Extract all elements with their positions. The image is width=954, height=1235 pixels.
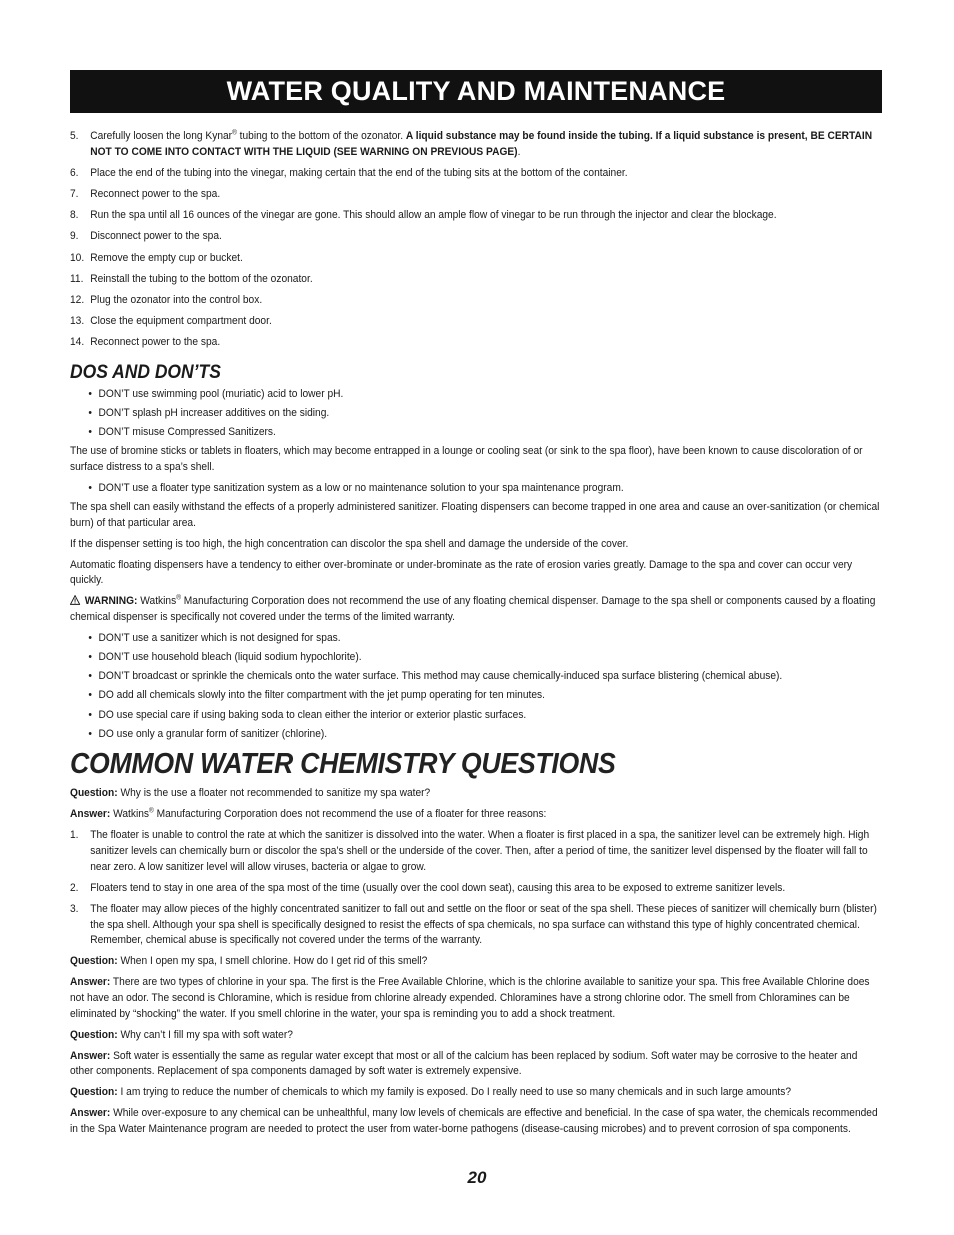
bullet-text: DO use only a granular form of sanitizer (chlorine). bbox=[98, 727, 328, 740]
answer bbox=[70, 1049, 882, 1080]
bullet-dot: • bbox=[88, 708, 92, 721]
reason-text: Floaters tend to stay in one area of the spa most of the time (usually over the cool down seat), causing this area to be exposed to extreme sanitizer levels. bbox=[90, 881, 786, 894]
step-item bbox=[70, 314, 882, 330]
reasons-list bbox=[70, 828, 882, 948]
step-number: 7. bbox=[70, 187, 79, 200]
registered-mark: ® bbox=[149, 807, 154, 815]
answer bbox=[70, 807, 882, 823]
warning-paragraph bbox=[70, 594, 882, 625]
step-text-part: . bbox=[517, 145, 521, 158]
step-text: Reconnect power to the spa. bbox=[90, 187, 221, 200]
step-text: Remove the empty cup or bucket. bbox=[90, 251, 243, 264]
step-number: 9. bbox=[70, 230, 79, 243]
reason-text: The floater is unable to control the rate at which the sanitizer is dissolved into the water. When a floater is first placed in a spa, the sanitizer level can be extremely high. High sanitizer levels can chemically burn or discolor the spa’s shell or the underside of the cover. Then, after a period of time, the sanitizer level dispensed by the floater will fall to near zero. A low sanitizer level will allow viruses, bacteria or algae to grow. bbox=[90, 829, 870, 873]
answer-text: Soft water is essentially the same as regular water except that most or all of the calcium has been replaced by sodium. Soft water may be corrosive to the heater and other components. Replacement of spa components damaged by soft water is extremely expensive. bbox=[70, 1049, 858, 1078]
paragraph: The spa shell can easily withstand the effects of a properly administered sanitizer. Floating dispensers can become trapped in one area and cause an over-sanitization (or chemical burn) of that particular area. bbox=[70, 501, 880, 529]
step-warning-bold: A liquid substance may be found inside the tubing. If a liquid substance is present, BE CERTAIN NOT TO COME INTO CONTACT WITH THE LIQUID (SEE WARNING ON PREVIOUS PAGE) bbox=[90, 130, 873, 158]
step-text: Run the spa until all 16 ounces of the vinegar are gone. This should allow an ample flow of vinegar to be run through the injector and clear the blockage. bbox=[90, 209, 777, 222]
step-text: Reinstall the tubing to the bottom of the ozonator. bbox=[90, 272, 313, 285]
bullet-dot: • bbox=[88, 727, 92, 740]
warning-text: Manufacturing Corporation does not recommend the use of any floating chemical dispenser. Damage to the spa shell or components caused by a floating chemical dispenser is specifically not covered under the terms of the limited warranty. bbox=[70, 595, 876, 623]
answer-text: Manufacturing Corporation does not recommend the use of a floater for three reasons: bbox=[153, 808, 547, 821]
question-text: I am trying to reduce the number of chemicals to which my family is exposed. Do I really need to use so many chemicals and in such large amounts? bbox=[117, 1086, 792, 1099]
step-item bbox=[70, 229, 882, 245]
step-item bbox=[70, 187, 882, 203]
reason-number: 3. bbox=[70, 902, 79, 915]
bullet-item bbox=[88, 387, 882, 403]
step-number: 5. bbox=[70, 130, 79, 142]
bullet-list bbox=[70, 387, 882, 441]
bullet-item bbox=[88, 631, 882, 647]
bullet-item bbox=[88, 481, 882, 497]
bullet-item bbox=[88, 650, 882, 666]
bullet-text: DON’T splash pH increaser additives on the siding. bbox=[98, 407, 330, 420]
question-label: Question: bbox=[70, 787, 118, 800]
answer-label: Answer: bbox=[70, 1107, 111, 1120]
bullet-item bbox=[88, 708, 882, 724]
bullet-text: DON’T use a floater type sanitization system as a low or no maintenance solution to your spa maintenance program. bbox=[98, 482, 624, 495]
step-text-part: Carefully loosen the long Kynar bbox=[90, 130, 233, 142]
section-banner bbox=[70, 70, 882, 113]
bullet-text: DO add all chemicals slowly into the filter compartment with the jet pump operating for ten minutes. bbox=[98, 689, 545, 702]
bullet-list bbox=[70, 481, 882, 497]
bullet-dot: • bbox=[88, 689, 92, 702]
step-item bbox=[70, 251, 882, 267]
reason-item bbox=[70, 881, 882, 897]
bullet-text: DON’T misuse Compressed Sanitizers. bbox=[98, 426, 276, 439]
warning-triangle-icon bbox=[70, 595, 80, 605]
answer-text-part: Watkins bbox=[110, 808, 150, 821]
paragraph: Automatic floating dispensers have a tendency to either over-brominate or under-brominate as the rate of erosion varies greatly. Damage to the spa and cover can occur very quickly. bbox=[70, 558, 853, 587]
question-label: Question: bbox=[70, 1086, 118, 1099]
bullet-dot: • bbox=[88, 651, 92, 664]
bullet-item bbox=[88, 425, 882, 441]
reason-text: The floater may allow pieces of the highly concentrated sanitizer to fall out and settle on the floor or seat of the spa shell. These pieces of sanitizer will chemically burn (blister) the spa shell. Although your spa shell is specifically designed to resist the effects of spa chemicals, no spa surface can withstand this type of highly concentrated chemical. Remember, chemical abuse is specifically not covered under the terms of the warranty. bbox=[90, 902, 877, 947]
bullet-dot: • bbox=[88, 387, 92, 400]
answer bbox=[70, 975, 882, 1022]
step-item bbox=[70, 208, 882, 224]
step-text: Reconnect power to the spa. bbox=[90, 336, 221, 349]
answer bbox=[70, 1106, 882, 1137]
step-item bbox=[70, 293, 882, 309]
step-number: 11. bbox=[70, 272, 84, 285]
step-text bbox=[90, 129, 882, 160]
bullet-list bbox=[70, 631, 882, 743]
step-number: 14. bbox=[70, 336, 85, 349]
answer-label: Answer: bbox=[70, 976, 111, 989]
procedure-steps bbox=[70, 129, 882, 351]
step-item bbox=[70, 335, 882, 351]
question bbox=[70, 1028, 882, 1044]
registered-mark: ® bbox=[232, 129, 237, 137]
step-number: 13. bbox=[70, 315, 85, 328]
answer-text: There are two types of chlorine in your spa. The first is the Free Available Chlorine, which is the chlorine available to sanitize your spa. This free Available Chlorine does not have an odor. The second is Chloramine, which is residue from chlorine already expended. Chloramines have a strong chlorine odor. The smell from Chloramines can be eliminated by “shocking” the water. If you smell chlorine in the water, your spa is reminding you to add a shock treatment. bbox=[70, 976, 870, 1020]
step-item bbox=[70, 129, 882, 160]
step-number: 6. bbox=[70, 166, 79, 179]
reason-number: 2. bbox=[70, 881, 79, 894]
question bbox=[70, 1085, 882, 1101]
page-number: 20 bbox=[467, 1168, 487, 1187]
bullet-item bbox=[88, 727, 882, 743]
bullet-dot: • bbox=[88, 670, 92, 683]
bullet-text: DON’T broadcast or sprinkle the chemicals onto the water surface. This method may cause chemically-induced spa surface blistering (chemical abuse). bbox=[98, 670, 783, 683]
step-number: 12. bbox=[70, 293, 85, 306]
step-text: Plug the ozonator into the control box. bbox=[90, 293, 263, 306]
question-text: Why is the use a floater not recommended to sanitize my spa water? bbox=[117, 787, 431, 800]
bullet-item bbox=[88, 406, 882, 422]
content bbox=[70, 129, 882, 1137]
step-number: 10. bbox=[70, 251, 85, 264]
bullet-dot: • bbox=[88, 631, 92, 644]
answer-text: While over-exposure to any chemical can be unhealthful, many low levels of chemicals are effective and beneficial. In the case of spa water, the chemicals recommended in the Spa Water Maintenance program are needed to protect the user from water-borne pathogens (disease-causing microbes) and to prevent corrosion of spa components. bbox=[70, 1107, 878, 1135]
bullet-dot: • bbox=[88, 482, 92, 495]
page-title: WATER QUALITY AND MAINTENANCE bbox=[226, 76, 726, 106]
step-number: 8. bbox=[70, 209, 79, 222]
bullet-text: DON’T use a sanitizer which is not designed for spas. bbox=[98, 631, 341, 644]
step-item bbox=[70, 272, 882, 288]
step-text: Place the end of the tubing into the vinegar, making certain that the end of the tubing sits at the bottom of the container. bbox=[90, 166, 628, 179]
bullet-dot: • bbox=[88, 426, 92, 439]
bullet-item bbox=[88, 669, 882, 685]
step-text: Disconnect power to the spa. bbox=[90, 230, 222, 243]
warning-text-part: Watkins bbox=[137, 595, 177, 608]
paragraph: If the dispenser setting is too high, the high concentration can discolor the spa shell and damage the underside of the cover. bbox=[70, 537, 629, 550]
registered-mark: ® bbox=[176, 594, 181, 602]
bullet-item bbox=[88, 688, 882, 704]
reason-item bbox=[70, 828, 882, 875]
question-label: Question: bbox=[70, 955, 118, 968]
step-text-part: tubing to the bottom of the ozonator. bbox=[236, 130, 406, 142]
reason-item bbox=[70, 902, 882, 949]
question bbox=[70, 786, 882, 802]
question-text: When I open my spa, I smell chlorine. How do I get rid of this smell? bbox=[117, 955, 428, 968]
step-item bbox=[70, 166, 882, 182]
reason-number: 1. bbox=[70, 829, 79, 842]
step-text: Close the equipment compartment door. bbox=[90, 315, 272, 328]
bullet-dot: • bbox=[88, 407, 92, 420]
bullet-text: DON’T use swimming pool (muriatic) acid to lower pH. bbox=[98, 387, 344, 400]
question bbox=[70, 954, 882, 970]
question-label: Question: bbox=[70, 1028, 118, 1041]
answer-label: Answer: bbox=[70, 1049, 111, 1062]
dos-donts-heading: DOS AND DON’TS bbox=[70, 361, 221, 383]
bullet-text: DON’T use household bleach (liquid sodium hypochlorite). bbox=[98, 651, 362, 664]
warning-label: WARNING: bbox=[84, 595, 138, 608]
bullet-text: DO use special care if using baking soda to clean either the interior or exterior plastic surfaces. bbox=[98, 708, 527, 721]
paragraph: The use of bromine sticks or tablets in floaters, which may become entrapped in a lounge or cooling seat (or sink to the spa floor), have been known to cause discoloration of or surface distress to a spa’s shell. bbox=[70, 445, 863, 474]
page bbox=[70, 70, 882, 1143]
question-text: Why can’t I fill my spa with soft water? bbox=[117, 1028, 293, 1041]
answer-label: Answer: bbox=[70, 808, 111, 821]
chemistry-questions-heading: COMMON WATER CHEMISTRY QUESTIONS bbox=[70, 748, 616, 781]
